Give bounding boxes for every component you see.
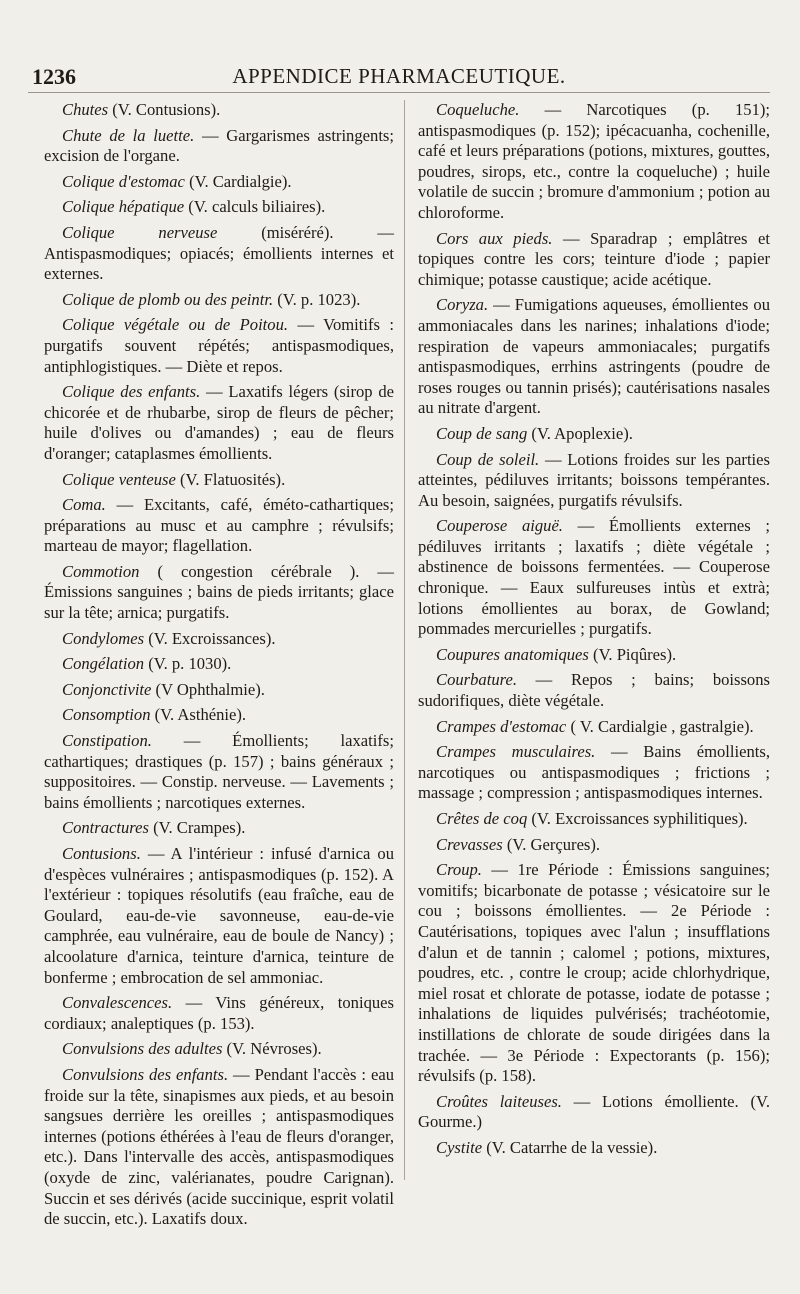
entry-term: Coryza. bbox=[436, 295, 489, 315]
dictionary-entry bbox=[44, 731, 394, 813]
header-rule bbox=[28, 92, 770, 93]
entry-term: Colique végétale ou de Poitou. bbox=[62, 315, 289, 335]
dictionary-entry bbox=[44, 1065, 394, 1230]
left-column bbox=[44, 100, 394, 1235]
dictionary-entry bbox=[418, 100, 770, 224]
dictionary-entry bbox=[44, 844, 394, 988]
entry-term: Convulsions des enfants. bbox=[62, 1064, 229, 1084]
dictionary-entry bbox=[44, 100, 394, 121]
page-number: 1236 bbox=[32, 64, 76, 89]
entry-term: Constipation. bbox=[62, 731, 152, 751]
column-divider bbox=[404, 100, 405, 1180]
dictionary-entry bbox=[44, 705, 394, 726]
entry-term: Contusions. bbox=[62, 844, 141, 863]
entry-term: Cors aux pieds. bbox=[436, 228, 553, 248]
entry-term: Crevasses bbox=[436, 834, 503, 854]
entry-text: (V. p. 1030). bbox=[144, 654, 232, 674]
dictionary-entry bbox=[44, 818, 394, 839]
entry-term: Colique nerveuse bbox=[62, 222, 218, 242]
entry-text: (V. Gerçures). bbox=[502, 834, 601, 854]
page-header bbox=[28, 58, 770, 94]
entry-text: — Sparadrap ; emplâtres et topiques contre les cors; teinture d'iode ; papier chimique; potasse caustique; acide acétique. bbox=[418, 228, 770, 289]
entry-text: — Lotions émolliente. (V. Gourme.) bbox=[418, 1091, 770, 1132]
entry-term: Chute de la luette. bbox=[62, 125, 195, 145]
entry-term: Courbature. bbox=[436, 670, 517, 690]
entry-text: (V. Piqûres). bbox=[588, 644, 677, 664]
entry-text: — Gargarismes astringents; excision de l'organe. bbox=[44, 125, 394, 166]
entry-text: — Narcotiques (p. 151); antispasmodiques (p. 152); ipécacuanha, cochenille, café et leurs préparations (potions, mixtures, gouttes, poudres, sirops, etc., contre la coqueluche) ; huile volatile de succin ; bromure d'ammonium ; potion au chloroforme. bbox=[418, 100, 770, 222]
entry-term: Coup de sang bbox=[436, 423, 528, 443]
entry-text: ( V. Cardialgie , gastralgie). bbox=[566, 716, 754, 736]
entry-text: — Lotions froides sur les parties atteintes, pédiluves irritants; boissons tempérantes. Au besoin, saignées, purgatifs révulsifs. bbox=[418, 449, 770, 510]
entry-term: Couperose aiguë. bbox=[436, 516, 563, 536]
entry-term: Colique venteuse bbox=[62, 469, 176, 489]
entry-text: ( congestion cérébrale ). — Émissions sanguines ; bains de pieds irritants; glace sur la tête; arnica; purgatifs. bbox=[44, 561, 394, 623]
entry-term: Coup de soleil. bbox=[436, 449, 540, 469]
dictionary-entry bbox=[418, 1138, 770, 1159]
entry-term: Colique des enfants. bbox=[62, 382, 201, 402]
entry-term: Croup. bbox=[436, 860, 482, 880]
dictionary-entry bbox=[44, 172, 394, 193]
entry-term: Condylomes bbox=[62, 628, 145, 648]
entry-text: (V. Catarrhe de la vessie). bbox=[482, 1137, 658, 1157]
entry-term: Coma. bbox=[62, 495, 106, 515]
entry-text: — Repos ; bains; boissons sudorifiques, diète végétale. bbox=[418, 670, 770, 711]
entry-term: Crampes d'estomac bbox=[436, 716, 567, 736]
entry-text: — Vomitifs : purgatifs souvent répétés; antispasmodiques, antiphlogistiques. — Diète et repos. bbox=[44, 315, 394, 376]
entry-term: Coupures anatomiques bbox=[436, 644, 589, 664]
dictionary-entry bbox=[418, 742, 770, 804]
dictionary-entry bbox=[418, 717, 770, 738]
dictionary-entry bbox=[44, 495, 394, 557]
dictionary-entry bbox=[44, 197, 394, 218]
entry-text: — A l'intérieur : infusé d'arnica ou d'espèces vulnéraires ; antispasmodiques (p. 152). A l'extérieur : topiques résolutifs (eau fraîche, eau de Goulard, eau-de-vie savonneuse, eau-de-vie camphrée, eau vulnéraire, eau de boule de Nancy) ; alcoolature d'arnica, teinture d'arnica, teinture de bonferme ; embrocation de sel ammoniac. bbox=[44, 844, 394, 987]
entry-text: — Excitants, café, éméto-cathartiques; préparations au musc et au camphre ; révulsifs; marteau de mayor; flagellation. bbox=[44, 495, 394, 556]
entry-term: Colique hépatique bbox=[62, 197, 185, 217]
entry-text: (V. Crampes). bbox=[148, 818, 246, 838]
entry-term: Convalescences. bbox=[62, 993, 173, 1013]
entry-term: Conjonctivite bbox=[62, 679, 152, 699]
entry-term: Convulsions des adultes bbox=[62, 1039, 223, 1059]
dictionary-entry bbox=[418, 809, 770, 830]
dictionary-entry bbox=[418, 295, 770, 419]
entry-term: Contractures bbox=[62, 818, 149, 838]
dictionary-entry bbox=[418, 516, 770, 640]
dictionary-entry bbox=[44, 993, 394, 1034]
entry-text: (V. Excroissances syphilitiques). bbox=[527, 809, 748, 828]
dictionary-entry bbox=[44, 680, 394, 701]
entry-term: Cystite bbox=[436, 1137, 483, 1157]
entry-text: — Émollients; laxatifs; cathartiques; drastiques (p. 157) ; bains généraux ; suppositoires. — Constip. nerveuse. — Lavements ; bains émollients ; narcotiques externes. bbox=[44, 731, 394, 812]
dictionary-entry bbox=[418, 860, 770, 1087]
entry-text: (V. Excroissances). bbox=[144, 628, 276, 648]
entry-term: Congélation bbox=[62, 654, 145, 674]
entry-term: Consomption bbox=[62, 705, 151, 725]
dictionary-entry bbox=[44, 629, 394, 650]
entry-term: Croûtes laiteuses. bbox=[436, 1091, 562, 1111]
dictionary-entry bbox=[44, 562, 394, 624]
entry-term: Colique d'estomac bbox=[62, 171, 185, 191]
entry-text: (V. Contusions). bbox=[108, 100, 221, 119]
dictionary-entry bbox=[418, 229, 770, 291]
entry-text: (V. Névroses). bbox=[222, 1039, 322, 1059]
dictionary-entry bbox=[44, 126, 394, 167]
entry-term: Crêtes de coq bbox=[436, 809, 528, 828]
entry-text: (V. Apoplexie). bbox=[527, 423, 633, 443]
dictionary-entry bbox=[44, 382, 394, 464]
dictionary-entry bbox=[44, 315, 394, 377]
entry-text: — 1re Période : Émissions sanguines; vomitifs; bicarbonate de potasse ; vésicatoire sur le cou ; boissons émollientes. — 2e Période : Cautérisations, topiques avec l'alun ; insufflations d'alun et de tannin ; calomel ; potions, mixtures, poudres, etc. , contre le croup; acide chlorhydrique, miel rosat et chlorate de potasse, iodate de potasse ; inhalations de liquides pulvérisés; trachéotomie, instillations de chlorate de soude dirigées dans la trachée. — 3e Période : Expectorants (p. 156); révulsifs (p. 158). bbox=[418, 860, 770, 1086]
entry-term: Crampes musculaires. bbox=[436, 742, 596, 762]
entry-text: (V. p. 1023). bbox=[273, 289, 361, 309]
dictionary-entry bbox=[418, 645, 770, 666]
entry-text: — Fumigations aqueuses, émollientes ou ammoniacales dans les narines; inhalations d'iode; respiration de vapeurs ammoniacales; purgatifs antispasmodiques, errhins astringents (poudre de roses rouges ou tannin prisés); cautérisations nasales au nitrate d'argent. bbox=[418, 295, 770, 418]
dictionary-entry bbox=[418, 1092, 770, 1133]
dictionary-entry bbox=[44, 223, 394, 285]
dictionary-entry bbox=[418, 835, 770, 856]
entry-text: (V. calculs biliaires). bbox=[184, 197, 326, 217]
entry-text: (miséréré). — Antispasmodiques; opiacés; émollients internes et externes. bbox=[44, 222, 394, 284]
entry-text: (V. Flatuosités). bbox=[175, 469, 286, 489]
right-column bbox=[418, 100, 770, 1164]
entry-text: — Bains émollients, narcotiques ou antispasmodiques ; frictions ; massage ; compression ; antispasmodiques internes. bbox=[418, 742, 770, 803]
dictionary-entry bbox=[44, 290, 394, 311]
running-title: APPENDICE PHARMACEUTIQUE. bbox=[232, 64, 566, 88]
dictionary-entry bbox=[418, 450, 770, 512]
entry-text: — Émollients externes ; pédiluves irritants ; laxatifs ; diète végétale ; abstinence de boissons fermentées. — Couperose chronique. — Eaux sulfureuses intùs et extrà; lotions émollientes au borax, de Gowland; pommades mercurielles ; purgatifs. bbox=[418, 516, 771, 639]
entry-term: Coqueluche. bbox=[436, 100, 520, 119]
dictionary-entry bbox=[44, 654, 394, 675]
dictionary-entry bbox=[418, 670, 770, 711]
entry-term: Chutes bbox=[62, 100, 109, 119]
entry-text: — Pendant l'accès : eau froide sur la tête, sinapismes aux pieds, et au besoin sangsues derrière les oreilles ; antispasmodiques internes (potions éthérées à l'eau de fleurs d'oranger, etc.). Dans l'intervalle des accès, antispasmodiques (oxyde de zinc, valérianates, poudre Carignan). Succin et ses dérivés (acide succinique, esprit volatil de succin, etc.). Laxatifs doux. bbox=[44, 1064, 394, 1229]
dictionary-entry bbox=[418, 424, 770, 445]
entry-term: Commotion bbox=[62, 561, 140, 581]
entry-term: Colique de plomb ou des peintr. bbox=[62, 289, 274, 309]
entry-text: (V. Asthénie). bbox=[150, 705, 247, 725]
entry-text: (V Ophthalmie). bbox=[151, 679, 265, 699]
entry-text: (V. Cardialgie). bbox=[184, 171, 292, 191]
entry-text: — Laxatifs légers (sirop de chicorée et de rhubarbe, sirop de fleurs de pêcher; huile d'olives ou d'amandes) ; eau de fleurs d'oranger; cataplasmes émollients. bbox=[44, 382, 395, 463]
dictionary-entry bbox=[44, 470, 394, 491]
dictionary-entry bbox=[44, 1039, 394, 1060]
entry-text: — Vins généreux, toniques cordiaux; analeptiques (p. 153). bbox=[44, 993, 394, 1033]
